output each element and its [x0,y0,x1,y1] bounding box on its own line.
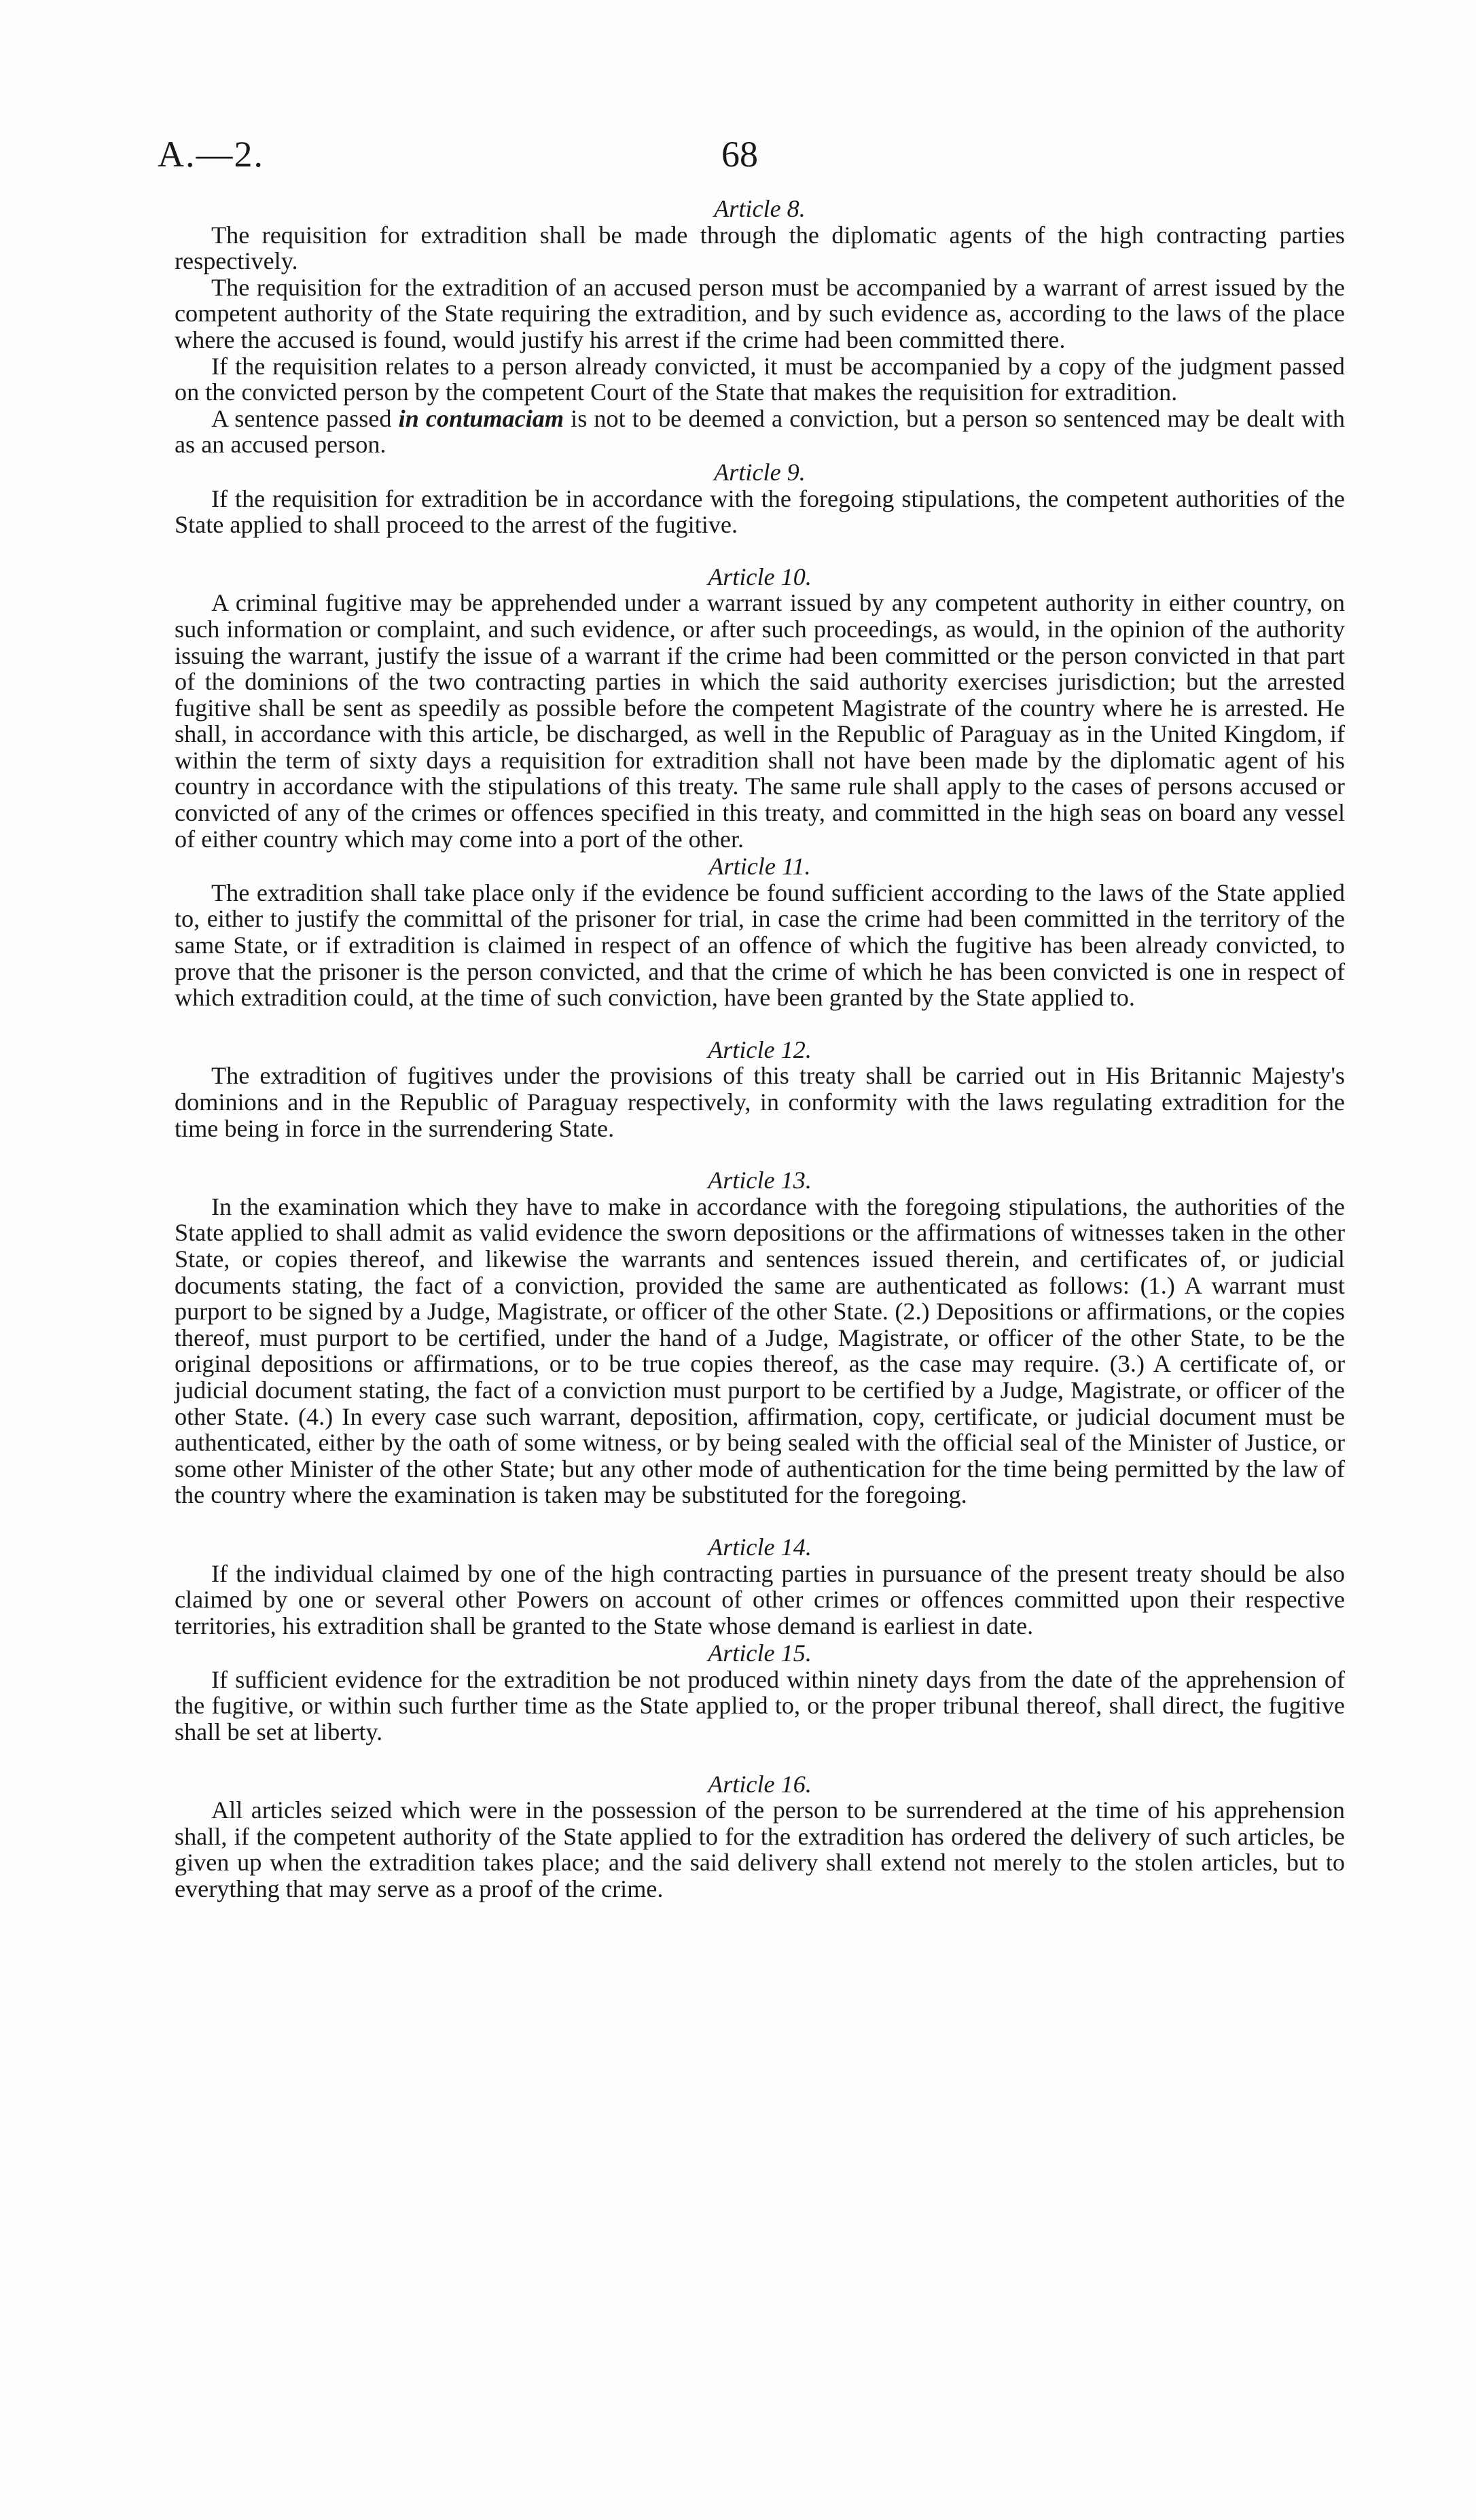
article-12 [175,1035,1345,1141]
article-16 [175,1770,1345,1902]
text-run: A sentence passed [211,404,399,432]
article-11 [175,852,1345,1011]
paragraph: The extradition of fugitives under the provisions of this treaty shall be carried out in His Britannic Majesty's dominions and in the Republic of Paraguay respectively, in conformity with the laws regulating extradition for the time being in force in the surrendering State. [175,1062,1345,1142]
paragraph: The extradition shall take place only if the evidence be found sufficient according to the laws of the State applied to, either to justify the committal of the prisoner for trial, in case the crime had been committed in the territory of the same State, or if extradition is claimed in respect of an offence of which the fugitive has been already convicted, to prove that the prisoner is the person convicted, and that the crime of which he has been convicted is one in respect of which extradition could, at the time of such conviction, have been granted by the State applied to. [175,879,1345,1012]
document-reference: A.—2. [158,134,264,175]
paragraph: If the individual claimed by one of the high contracting parties in pursuance of the present treaty should be also claimed by one or several other Powers on account of other crimes or offences committed upon their respective territories, his extradition shall be granted to the State whose demand is earliest in date. [175,1559,1345,1639]
article-14 [175,1533,1345,1639]
article-8 [175,194,1345,458]
paragraph: If sufficient evidence for the extradition be not produced within ninety days from the date of the apprehension of the fugitive, or within such further time as the State applied to, or the proper tribunal thereof, shall direct, the fugitive shall be set at liberty. [175,1665,1345,1746]
article-heading: Article 14. [708,1533,812,1561]
article-9 [175,458,1345,538]
article-heading: Article 16. [708,1770,812,1798]
paragraph: In the examination which they have to make in accordance with the foregoing stipulations, the authorities of the State applied to shall admit as valid evidence the sworn depositions or the affirmations of witnesses taken in the other State, or copies thereof, and likewise the warrants and sentences issued therein, and certificates of, or judicial documents stating, the fact of a conviction, provided the same are authenticated as follows: (1.) A warrant must purport to be signed by a Judge, Magistrate, or officer of the other State. (2.) Depositions or affirmations, or the copies thereof, must purport to be certified, under the hand of a Judge, Magistrate, or officer of the other State, to be the original depositions or affirmations, or to be true copies thereof, as the case may require. (3.) A certificate of, or judicial document stating, the fact of a conviction must purport to be certified by a Judge, Magistrate, or officer of the other State. (4.) In every case such warrant, deposition, affirmation, copy, certificate, or judicial document must be authenticated, either by the oath of some witness, or by being sealed with the official seal of the Minister of Justice, or some other Minister of the other State; but any other mode of authentication for the time being permitted by the law of the country where the examination is taken may be substituted for the foregoing. [175,1192,1345,1509]
text-run: is not to be deemed a conviction, but a person so sentenced may be dealt with as an accused person. [175,404,1346,459]
article-heading: Article 13. [708,1167,812,1194]
article-13 [175,1166,1345,1508]
article-10 [175,563,1345,853]
article-heading: Article 11. [708,853,811,881]
paragraph: If the requisition for extradition be in accordance with the foregoing stipulations, the competent authorities of the State applied to shall proceed to the arrest of the fugitive. [175,484,1345,539]
article-heading: Article 12. [708,1035,812,1063]
paragraph: All articles seized which were in the possession of the person to be surrendered at the time of his apprehension shall, if the competent authority of the State applied to for the extradition has ordered the delivery of such articles, be given up when the extradition takes place; and the said delivery shall extend not merely to the stolen articles, but to everything that may serve as a proof of the crime. [175,1796,1345,1903]
document-body [175,194,1345,1902]
paragraph: If the requisition relates to a person already convicted, it must be accompanied by a copy of the judgment passed on the convicted person by the competent Court of the State that makes the requisition for extradition. [175,352,1345,406]
paragraph: The requisition for the extradition of an accused person must be accompanied by a warrant of arrest issued by the competent authority of the State requiring the extradition, and by such evidence as, according to the laws of the place where the accused is found, would justify his arrest if the crime had been committed there. [175,273,1345,353]
paragraph: A criminal fugitive may be apprehended under a warrant issued by any competent authority in either country, on such information or complaint, and such evidence, or after such proceedings, as would, in the opinion of the authority issuing the warrant, justify the issue of a warrant if the crime had been committed or the person convicted in that part of the dominions of the two contracting parties in which the said authority exercises jurisdiction; but the arrested fugitive shall be sent as speedily as possible before the competent Magistrate of the country where he is arrested. He shall, in accordance with this article, be discharged, as well in the Republic of Paraguay as in the United Kingdom, if within the term of sixty days a requisition for extradition shall not have been made by the diplomatic agent of his country in accordance with the stipulations of this treaty. The same rule shall apply to the cases of persons accused or convicted of any of the crimes or offences specified in this treaty, and committed in the high seas on board any vessel of either country which may come into a port of the other. [175,589,1345,853]
article-15 [175,1639,1345,1745]
article-heading: Article 10. [708,563,812,590]
article-heading: Article 9. [714,458,806,486]
paragraph [175,406,1345,458]
page-number: 68 [721,134,758,175]
latin-phrase: in contumaciam [398,404,564,432]
article-heading: Article 8. [714,195,806,222]
article-heading: Article 15. [708,1639,812,1667]
paragraph: The requisition for extradition shall be made through the diplomatic agents of the high contracting parties respectively. [175,221,1345,275]
